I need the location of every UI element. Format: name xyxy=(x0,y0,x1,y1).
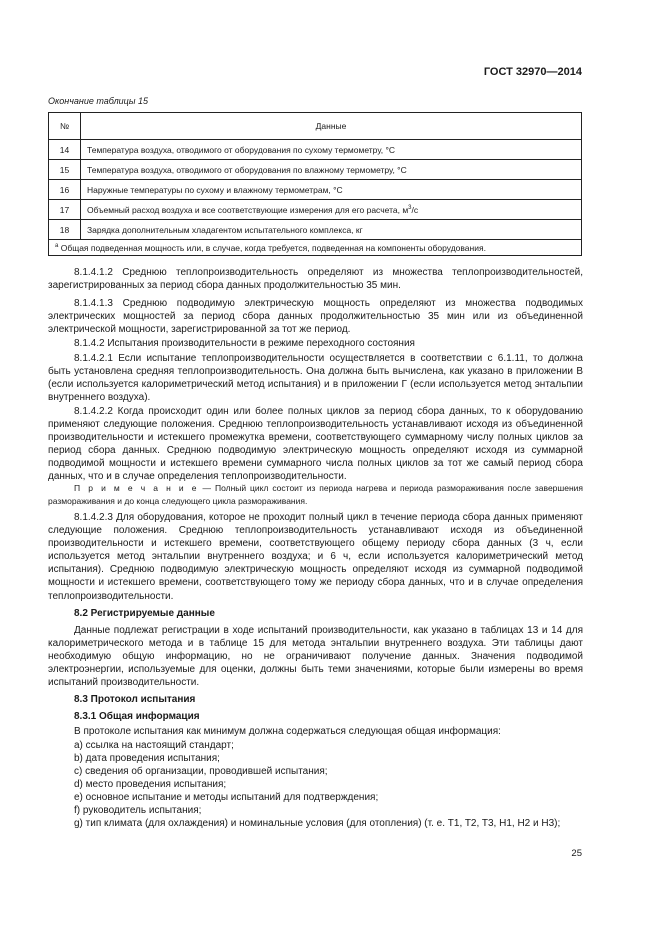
header-data: Данные xyxy=(81,113,582,140)
row-text-sup: 3 xyxy=(408,204,412,211)
paragraph-8-1-4-2: 8.1.4.2 Испытания производительности в режиме переходного состояния xyxy=(74,338,415,350)
paragraph-8-1-4-2-1: 8.1.4.2.1 Если испытание теплопроизводительности осуществляется в соответствии с 6.1.11, то должна быть установлена средняя теплопроизводительность. Она должна быть вычислена, как указано в приложении В (если используется калориметрический метод испытания) и в приложении Г (если используется метод энтальпии внутреннего воздуха). xyxy=(48,352,583,403)
paragraph-8-2-text: Данные подлежат регистрации в ходе испытаний производительности, как указано в таблицах 13 и 14 для калориметрического метода и в таблице 15 для метода энтальпии внутреннего воздуха. Эти таблицы дают необходимую общую информацию, но не ограничивают получение данных. Значения подводимой электроэнергии, используемые для оценки, должны быть теми значениями, которые были измерены во время испытаний производительности. xyxy=(48,624,583,689)
table-row xyxy=(49,180,582,200)
list-item: g) тип климата (для охлаждения) и номинальные условия (для отопления) (т. е. T1, T2, T3, H1, H2 и H3); xyxy=(74,818,561,830)
table-caption: Окончание таблицы 15 xyxy=(48,96,148,106)
list-item: b) дата проведения испытания; xyxy=(74,752,220,764)
table-row xyxy=(49,160,582,180)
row-text: Наружные температуры по сухому и влажному термометрам, °С xyxy=(81,180,582,200)
header-num: № xyxy=(49,113,81,140)
table-header-row xyxy=(49,113,582,140)
table-row xyxy=(49,200,582,220)
page-number: 25 xyxy=(571,848,582,859)
standard-code: ГОСТ 32970—2014 xyxy=(483,66,582,78)
table-footnote xyxy=(49,240,582,256)
footnote-text: Общая подведенная мощность или, в случае, когда требуется, подведенная на компоненты оборудования. xyxy=(60,242,486,253)
paragraph-8-1-4-1-2: 8.1.4.1.2 Среднюю теплопроизводительность определяют из множества теплопроизводительностей, зарегистрированных за период сбора данных продолжительностью 35 мин. xyxy=(48,267,583,292)
row-num: 17 xyxy=(49,200,81,220)
paragraph-8-1-4-1-3: 8.1.4.1.3 Среднюю подводимую электрическую мощность определяют из множества подводимых электрических мощностей за период сбора данных продолжительностью 35 мин или из объединенной электрической мощности, зарегистрированной за тот же период. xyxy=(48,298,583,336)
list-item: e) основное испытание и методы испытаний для подтверждения; xyxy=(74,791,379,803)
row-num: 14 xyxy=(49,140,81,160)
table-row xyxy=(49,140,582,160)
footnote-mark: а xyxy=(55,242,59,249)
row-text: Зарядка дополнительным хладагентом испытательного комплекса, кг xyxy=(81,220,582,240)
heading-8-3: 8.3 Протокол испытания xyxy=(74,694,196,706)
list-item: a) ссылка на настоящий стандарт; xyxy=(74,739,234,751)
heading-8-2: 8.2 Регистрируемые данные xyxy=(74,607,215,619)
paragraph-group-2 xyxy=(48,511,583,830)
list-item: d) место проведения испытания; xyxy=(74,778,227,790)
row-text xyxy=(81,200,582,220)
row-text: Температура воздуха, отводимого от оборудования по влажному термометру, °С xyxy=(81,160,582,180)
note-paragraph xyxy=(48,482,583,507)
note-text: — Полный цикл состоит из периода нагрева и периода размораживания после завершения размораживания и до конца следующего цикла размораживания. xyxy=(48,483,583,506)
row-num: 18 xyxy=(49,220,81,240)
table-footnote-row xyxy=(49,240,582,256)
list-item: c) сведения об организации, проводившей испытания; xyxy=(74,765,328,777)
note-label: П р и м е ч а н и е xyxy=(74,483,199,493)
row-num: 16 xyxy=(49,180,81,200)
paragraph-group-1 xyxy=(48,266,583,484)
row-num: 15 xyxy=(49,160,81,180)
list-item: f) руководитель испытания; xyxy=(74,804,202,816)
row-text: Температура воздуха, отводимого от оборудования по сухому термометру, °С xyxy=(81,140,582,160)
paragraph-8-1-4-2-2: 8.1.4.2.2 Когда происходит один или более полных циклов за период сбора данных, то к оборудованию применяют следующие положения. Среднюю теплопроизводительность устанавливают исходя из объединенной производительности и истекшего промежутка времени, соответствующего суммарному числу полных циклов за период сбора данных. Среднюю подводимую электрическую мощность определяют исходя из суммарной подводимой мощности и истекшего времени суммарного числа полных циклов за тот же самый период сбора данных, что и в случае определения теплопроизводительности. xyxy=(48,405,583,483)
paragraph-8-3-1-text: В протоколе испытания как минимум должна содержаться следующая общая информация: xyxy=(74,726,501,738)
note-block xyxy=(48,482,583,507)
table-row xyxy=(49,220,582,240)
row-text-tail: /с xyxy=(411,204,419,215)
paragraph-8-1-4-2-3: 8.1.4.2.3 Для оборудования, которое не проходит полный цикл в течение периода сбора данных применяют следующие положения. Среднюю теплопроизводительность устанавливают исходя из объединенной производительности и истекшего времени, соответствующего общему периоду сбора данных (3 ч, если используется метод энтальпии внутреннего воздуха; и 6 ч, если используется калориметрический метод испытания). Среднюю подводимую электрическую мощность определяют исходя из суммарной подводимой мощности и истекшего времени, соответствующего тому же периоду сбора данных, что и в случае определения теплопроизводительности. xyxy=(48,512,583,602)
row-text-main: Объемный расход воздуха и все соответствующие измерения для его расчета, м xyxy=(87,204,409,215)
data-table xyxy=(48,112,582,256)
heading-8-3-1: 8.3.1 Общая информация xyxy=(74,711,200,723)
